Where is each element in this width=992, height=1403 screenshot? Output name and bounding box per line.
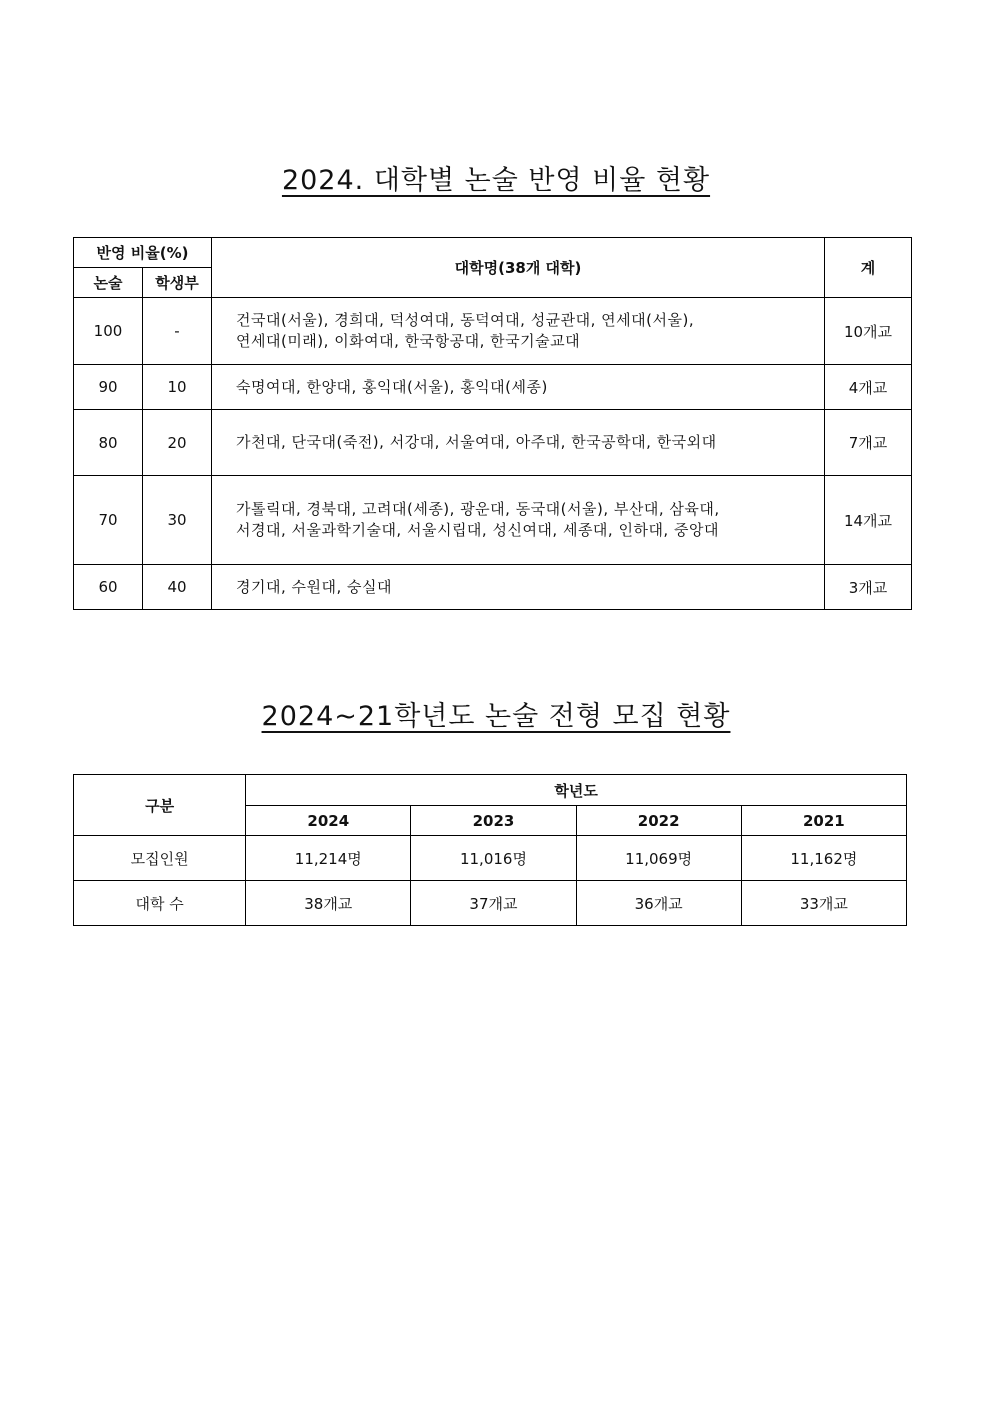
- record-ratio: 30: [143, 476, 212, 565]
- cell-value: 37개교: [411, 881, 576, 926]
- cell-value: 11,214명: [246, 836, 411, 881]
- cell-value: 33개교: [741, 881, 906, 926]
- university-line: 숙명여대, 한양대, 홍익대(서울), 홍익대(세종): [236, 377, 548, 396]
- cell-value: 36개교: [576, 881, 741, 926]
- university-list: [212, 298, 825, 365]
- record-ratio: 10: [143, 365, 212, 410]
- header-record: 학생부: [143, 268, 212, 298]
- university-count: 7개교: [825, 410, 912, 476]
- essay-ratio: 60: [74, 565, 143, 610]
- university-line: 건국대(서울), 경희대, 덕성여대, 동덕여대, 성균관대, 연세대(서울),: [236, 311, 695, 329]
- header-total: 계: [825, 238, 912, 298]
- table-row: [74, 476, 912, 565]
- essay-ratio: 90: [74, 365, 143, 410]
- record-ratio: 20: [143, 410, 212, 476]
- university-line: 연세대(미래), 이화여대, 한국항공대, 한국기술교대: [236, 332, 581, 350]
- university-list: [212, 565, 825, 610]
- header-ratio: 반영 비율(%): [74, 238, 212, 268]
- recruit-table-title: [0, 694, 992, 733]
- university-list: [212, 476, 825, 565]
- year-2021: 2021: [741, 806, 906, 836]
- cell-value: 11,069명: [576, 836, 741, 881]
- table-row: [74, 365, 912, 410]
- university-line: 서경대, 서울과학기술대, 서울시립대, 성신여대, 세종대, 인하대, 중앙대: [236, 521, 719, 539]
- university-count: 4개교: [825, 365, 912, 410]
- essay-ratio: 70: [74, 476, 143, 565]
- table-row: [74, 565, 912, 610]
- record-ratio: -: [143, 298, 212, 365]
- university-count: 14개교: [825, 476, 912, 565]
- year-2024: 2024: [246, 806, 411, 836]
- row-label: 대학 수: [74, 881, 246, 926]
- recruit-table-title-text: 2024~21학년도 논술 전형 모집 현황: [261, 701, 731, 732]
- year-2022: 2022: [576, 806, 741, 836]
- table-row: [74, 410, 912, 476]
- cell-value: 38개교: [246, 881, 411, 926]
- ratio-table-title-text: 2024. 대학별 논술 반영 비율 현황: [281, 165, 711, 196]
- header-year: 학년도: [246, 775, 907, 806]
- university-count: 10개교: [825, 298, 912, 365]
- essay-ratio-table: [73, 237, 912, 610]
- university-list: [212, 410, 825, 476]
- ratio-table-title: [0, 158, 992, 197]
- university-count: 3개교: [825, 565, 912, 610]
- cell-value: 11,162명: [741, 836, 906, 881]
- cell-value: 11,016명: [411, 836, 576, 881]
- table-row: [74, 881, 907, 926]
- table-row: [74, 836, 907, 881]
- university-list: [212, 365, 825, 410]
- header-category: 구분: [74, 775, 246, 836]
- year-2023: 2023: [411, 806, 576, 836]
- record-ratio: 40: [143, 565, 212, 610]
- header-university: 대학명(38개 대학): [212, 238, 825, 298]
- row-label: 모집인원: [74, 836, 246, 881]
- table-row: [74, 298, 912, 365]
- university-line: 경기대, 수원대, 숭실대: [236, 577, 392, 596]
- university-line: 가천대, 단국대(죽전), 서강대, 서울여대, 아주대, 한국공학대, 한국외대: [236, 433, 717, 451]
- header-essay: 논술: [74, 268, 143, 298]
- essay-ratio: 100: [74, 298, 143, 365]
- university-line: 가톨릭대, 경북대, 고려대(세종), 광운대, 동국대(서울), 부산대, 삼육대,: [236, 500, 720, 518]
- recruitment-table: [73, 774, 907, 926]
- essay-ratio: 80: [74, 410, 143, 476]
